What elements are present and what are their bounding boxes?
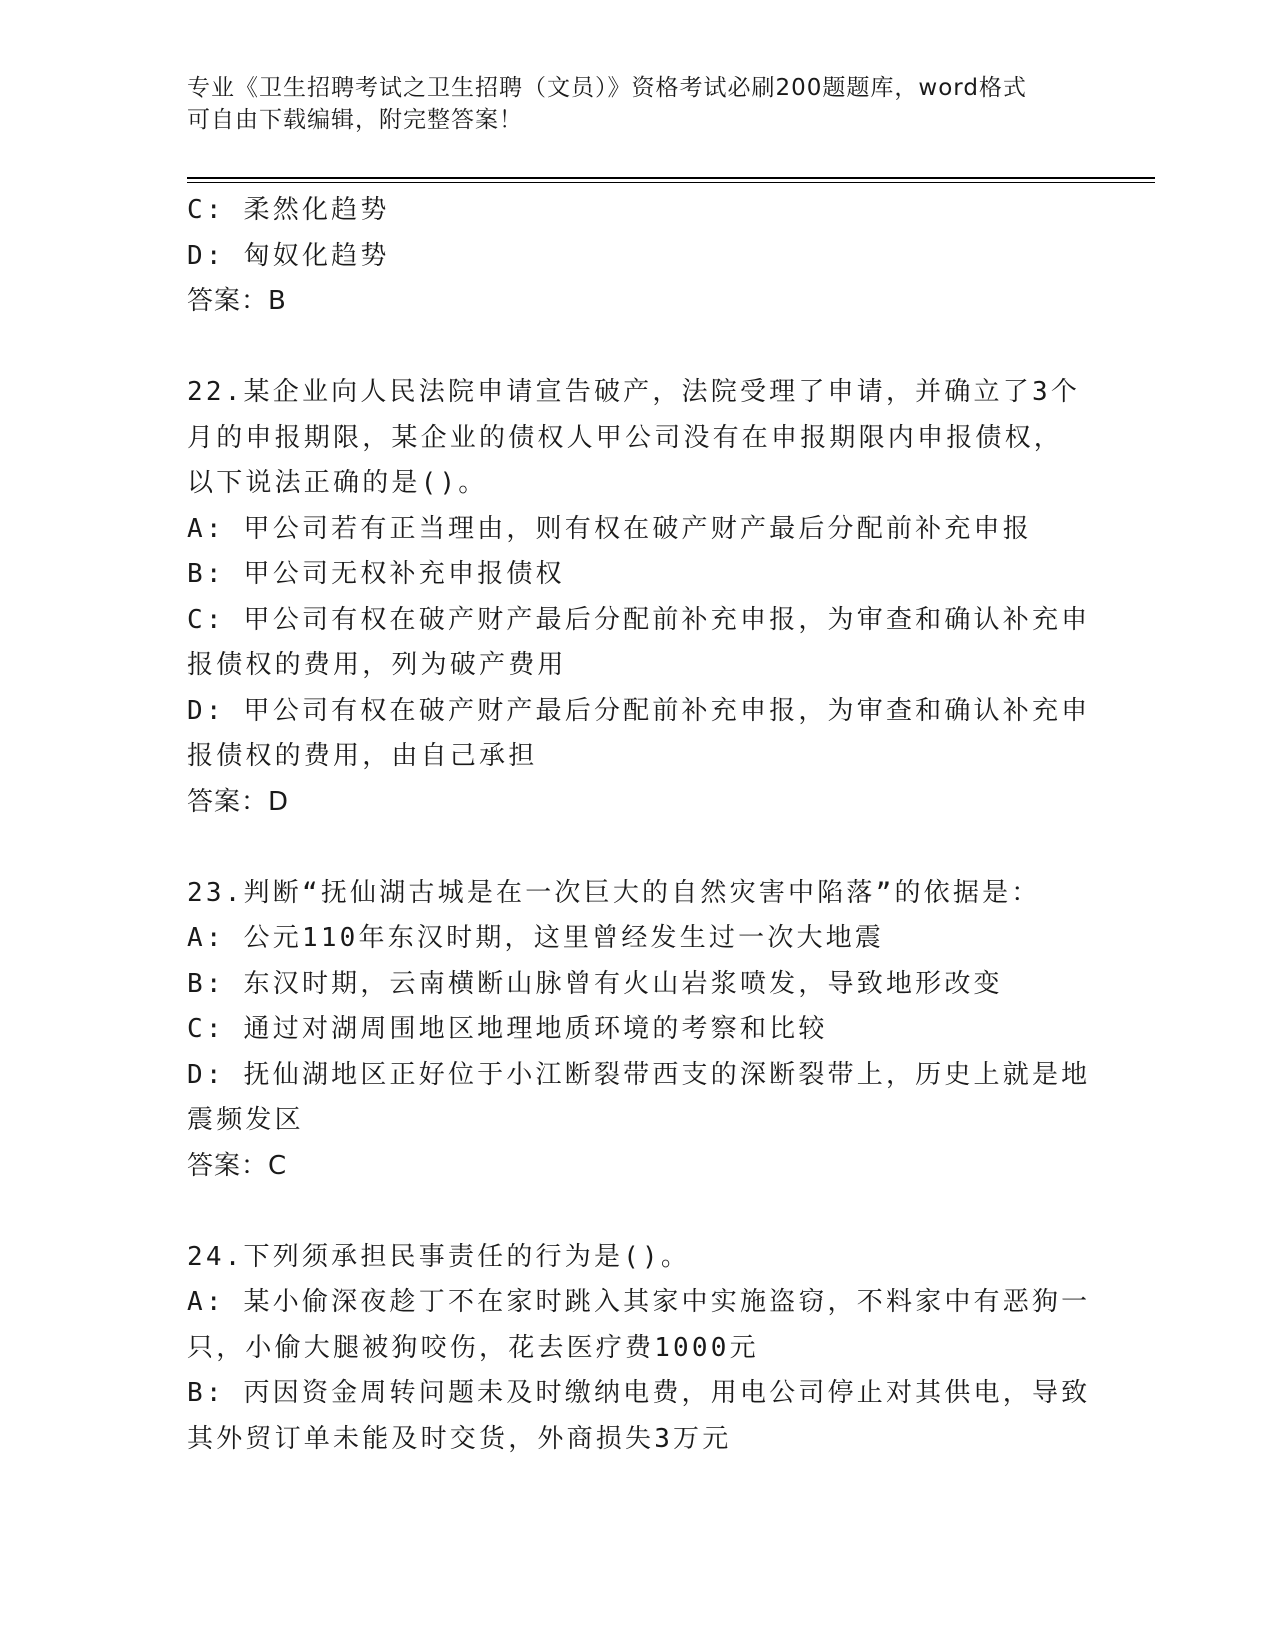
option-a: A: 甲公司若有正当理由，则有权在破产财产最后分配前补充申报 <box>187 513 1032 544</box>
question-stem: 以下说法正确的是()。 <box>187 468 488 498</box>
question-23 <box>187 871 1091 1190</box>
option-a: A: 公元110年东汉时期，这里曾经发生过一次大地震 <box>187 923 885 953</box>
option-d-continued: 报债权的费用，由自己承担 <box>187 741 538 771</box>
header-divider-thin <box>187 182 1155 183</box>
option-c: C: 通过对湖周围地区地理地质环境的考察和比较 <box>187 1014 828 1044</box>
option-d-continued: 震频发区 <box>187 1105 304 1135</box>
option-c: C: 柔然化趋势 <box>187 195 390 225</box>
option-a: A: 某小偷深夜趁丁不在家时跳入其家中实施盗窃，不料家中有恶狗一 <box>187 1287 1091 1317</box>
option-d: D: 匈奴化趋势 <box>187 240 390 271</box>
question-24 <box>187 1235 1091 1463</box>
question-stem: 月的申报期限，某企业的债权人甲公司没有在申报期限内申报债权， <box>187 422 1064 453</box>
question-stem: 22.某企业向人民法院申请宣告破产，法院受理了申请，并确立了3个 <box>187 377 1081 407</box>
answer-line: 答案：B <box>187 286 287 316</box>
option-b: B: 丙因资金周转问题未及时缴纳电费，用电公司停止对其供电，导致 <box>187 1378 1091 1408</box>
question-stem: 23.判断“抚仙湖古城是在一次巨大的自然灾害中陷落”的依据是： <box>187 877 1041 908</box>
option-d: D: 抚仙湖地区正好位于小江断裂带西支的深断裂带上，历史上就是地 <box>187 1059 1091 1090</box>
option-b-continued: 其外贸订单未能及时交货，外商损失3万元 <box>187 1423 732 1454</box>
answer-line: 答案：D <box>187 786 290 817</box>
question-content <box>187 188 1091 1462</box>
spacer <box>187 825 1067 871</box>
spacer <box>187 1189 1067 1235</box>
option-c-continued: 报债权的费用，列为破产费用 <box>187 650 567 680</box>
option-b: B: 甲公司无权补充申报债权 <box>187 559 565 589</box>
page-header <box>187 72 1067 136</box>
header-divider <box>187 177 1155 179</box>
option-a-continued: 只，小偷大腿被狗咬伤，花去医疗费1000元 <box>187 1332 759 1363</box>
question-22 <box>187 370 1091 825</box>
answer-line: 答案：C <box>187 1150 288 1181</box>
header-line-1: 专业《卫生招聘考试之卫生招聘（文员）》资格考试必刷200题题库，word格式 <box>187 75 1027 101</box>
spacer <box>187 325 1067 371</box>
option-d: D: 甲公司有权在破产财产最后分配前补充申报，为审查和确认补充申 <box>187 695 1091 726</box>
option-c: C: 甲公司有权在破产财产最后分配前补充申报，为审查和确认补充申 <box>187 604 1091 635</box>
header-line-2: 可自由下载编辑，附完整答案！ <box>187 107 523 133</box>
question-stem: 24.下列须承担民事责任的行为是()。 <box>187 1241 691 1272</box>
option-b: B: 东汉时期，云南横断山脉曾有火山岩浆喷发，导致地形改变 <box>187 968 1003 999</box>
